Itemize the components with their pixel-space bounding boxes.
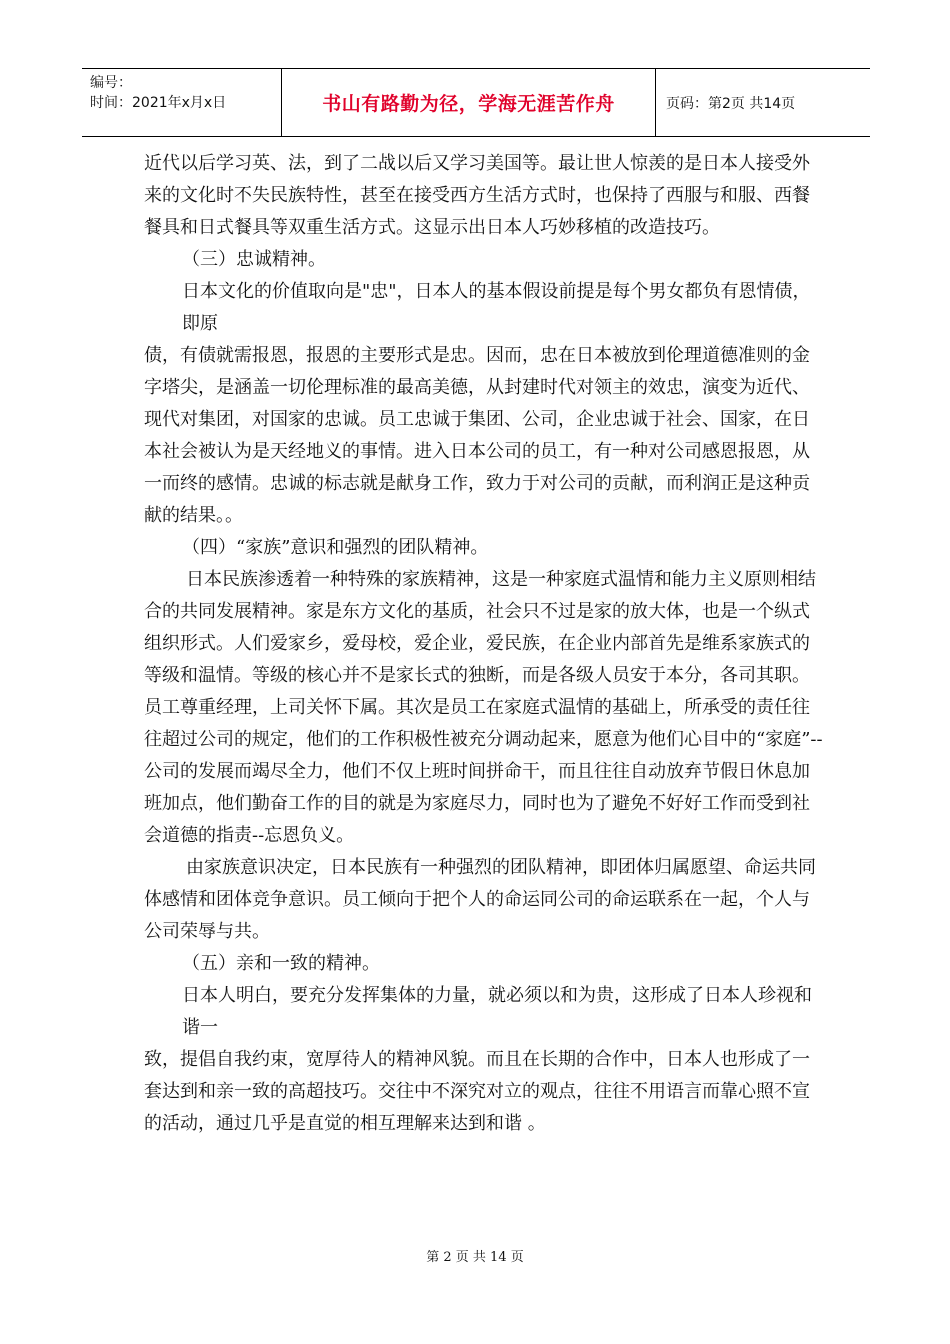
time-label: 时间：2021年x月x日 — [90, 95, 227, 111]
document-body — [144, 148, 824, 1140]
header-page-info: 页码：第2页 共14页 — [666, 95, 796, 112]
paragraph: 致，提倡自我约束，宽厚待人的精神风貌。而且在长期的合作中，日本人也形成了一套达到和亲一致的高超技巧。交往中不深究对立的观点，往往不用语言而靠心照不宣的活动，通过几乎是直觉的相互理解来达到和谐 。 — [144, 1049, 810, 1134]
paragraph: 由家族意识决定，日本民族有一种强烈的团队精神，即团体归属愿望、命运共同体感情和团体竞争意识。员工倾向于把个人的命运同公司的命运联系在一起，个人与公司荣辱与共。 — [144, 857, 816, 942]
paragraph: 近代以后学习英、法，到了二战以后又学习美国等。最让世人惊羡的是日本人接受外来的文化时不失民族特性，甚至在接受西方生活方式时，也保持了西服与和服、西餐餐具和日式餐具等双重生活方式。这显示出日本人巧妙移植的改造技巧。 — [144, 153, 810, 238]
page-header — [82, 68, 870, 137]
page-footer: 第 2 页 共 14 页 — [426, 1250, 524, 1265]
number-label: 编号： — [90, 75, 132, 91]
paragraph: 日本民族渗透着一种特殊的家族精神，这是一种家庭式温情和能力主义原则相结合的共同发展精神。家是东方文化的基质，社会只不过是家的放大体，也是一个纵式组织形式。人们爱家乡，爱母校，爱企业，爱民族，在企业内部首先是维系家族式的等级和温情。等级的核心并不是家长式的独断，而是各级人员安于本分，各司其职。员工尊重经理，上司关怀下属。其次是员工在家庭式温情的基础上，所承受的责任往往超过公司的规定，他们的工作积极性被充分调动起来，愿意为他们心目中的“家庭”--公司的发展而竭尽全力，他们不仅上班时间拼命干，而且往往自动放弃节假日休息加班加点，他们勤奋工作的目的就是为家庭尽力，同时也为了避免不好好工作而受到社会道德的指责--忘恩负义。 — [144, 569, 823, 846]
header-meta — [82, 69, 282, 136]
header-motto: 书山有路勤为径，学海无涯苦作舟 — [282, 69, 656, 136]
section-heading: （五）亲和一致的精神。 — [182, 953, 380, 974]
paragraph: 日本人明白，要充分发挥集体的力量，就必须以和为贵，这形成了日本人珍视和谐一 — [182, 985, 812, 1038]
paragraph: 日本文化的价值取向是"忠"，日本人的基本假设前提是每个男女都负有恩情债，即原 — [182, 281, 811, 334]
section-heading: （三）忠诚精神。 — [182, 249, 326, 270]
section-heading: （四）“家族”意识和强烈的团队精神。 — [182, 537, 489, 558]
paragraph: 债，有债就需报恩，报恩的主要形式是忠。因而，忠在日本被放到伦理道德准则的金字塔尖，是涵盖一切伦理标准的最高美德，从封建时代对领主的效忠，演变为近代、现代对集团，对国家的忠诚。员工忠诚于集团、公司，企业忠诚于社会、国家，在日本社会被认为是天经地义的事情。进入日本公司的员工，有一种对公司感恩报恩，从一而终的感情。忠诚的标志就是献身工作，致力于对公司的贡献，而利润正是这种贡献的结果。。 — [144, 345, 810, 526]
